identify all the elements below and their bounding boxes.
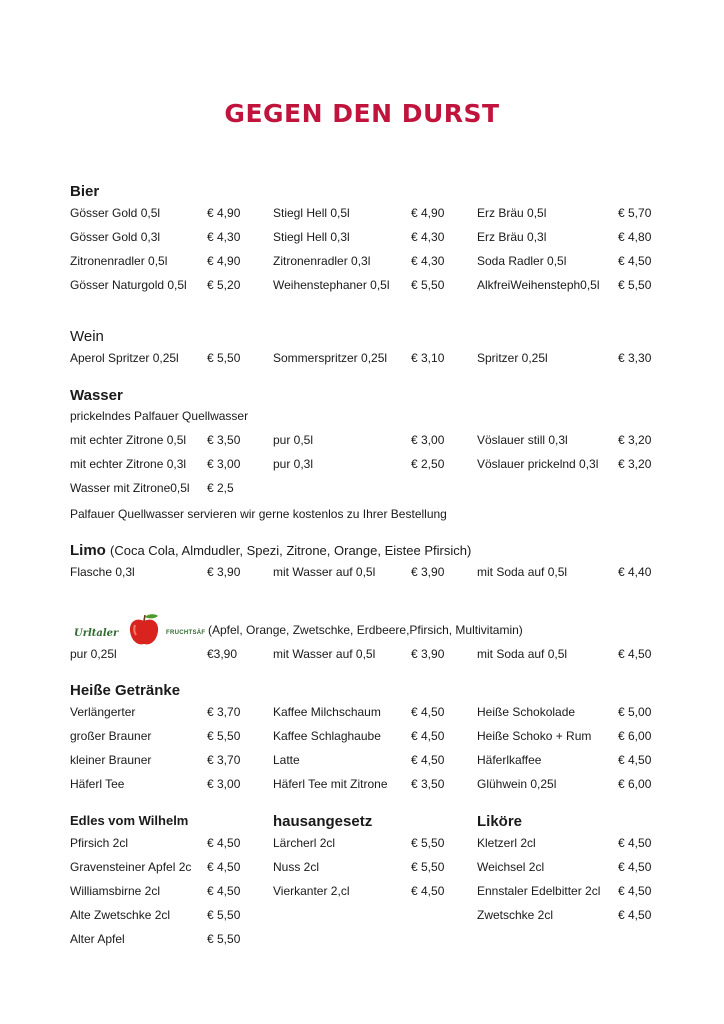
item-price: € 4,50 xyxy=(411,753,445,767)
item-name: Heiße Schokolade xyxy=(477,705,576,719)
page-title: GEGEN DEN DURST xyxy=(224,99,500,128)
item-name: Alter Apfel xyxy=(70,932,125,946)
item-name: Wasser mit Zitrone0,5l xyxy=(70,481,190,495)
menu-row xyxy=(0,351,724,371)
item-name: Glühwein 0,25l xyxy=(477,777,557,791)
item-name: Heiße Schoko + Rum xyxy=(477,729,592,743)
section-heading-hausangesetz: hausangesetz xyxy=(273,813,373,830)
item-name: Gösser Gold 0,5l xyxy=(70,206,161,220)
menu-row xyxy=(0,278,724,298)
item-name: Latte xyxy=(273,753,300,767)
item-price: € 5,20 xyxy=(207,278,241,292)
item-name: Zitronenradler 0,3l xyxy=(273,254,371,268)
menu-row xyxy=(0,705,724,725)
item-name: großer Brauner xyxy=(70,729,152,743)
item-price: € 3,90 xyxy=(207,565,241,579)
item-price: € 3,50 xyxy=(207,433,241,447)
menu-row xyxy=(0,729,724,749)
item-price: € 5,50 xyxy=(207,932,241,946)
item-price: € 5,50 xyxy=(411,860,445,874)
item-price: € 2,5 xyxy=(207,481,234,495)
item-price: € 4,90 xyxy=(207,254,241,268)
item-name: mit Soda auf 0,5l xyxy=(477,647,568,661)
section-heading-wein: Wein xyxy=(70,328,104,345)
item-name: Häferlkaffee xyxy=(477,753,542,767)
item-name: mit echter Zitrone 0,5l xyxy=(70,433,187,447)
item-price: € 4,50 xyxy=(207,860,241,874)
item-price: € 6,00 xyxy=(618,729,652,743)
item-price: € 5,50 xyxy=(207,351,241,365)
section-heading-bier: Bier xyxy=(70,183,100,200)
item-price: € 4,50 xyxy=(411,729,445,743)
menu-row xyxy=(0,908,724,928)
item-name: mit Wasser auf 0,5l xyxy=(273,647,376,661)
item-name: Lärcherl 2cl xyxy=(273,836,336,850)
item-name: kleiner Brauner xyxy=(70,753,152,767)
item-price: € 3,30 xyxy=(618,351,652,365)
item-price: € 3,50 xyxy=(411,777,445,791)
menu-row xyxy=(0,230,724,250)
item-name: Gösser Gold 0,3l xyxy=(70,230,161,244)
item-name: mit Soda auf 0,5l xyxy=(477,565,568,579)
item-name: Kaffee Milchschaum xyxy=(273,705,381,719)
section-heading-limo xyxy=(70,542,471,559)
item-price: € 3,00 xyxy=(207,777,241,791)
menu-row xyxy=(0,254,724,274)
item-price: € 4,30 xyxy=(411,230,445,244)
urltaler-logo xyxy=(74,611,208,647)
item-price: € 4,50 xyxy=(207,836,241,850)
item-price: € 4,50 xyxy=(618,836,652,850)
item-price: € 4,50 xyxy=(618,860,652,874)
item-name: pur 0,5l xyxy=(273,433,314,447)
item-price: € 4,30 xyxy=(207,230,241,244)
item-price: € 3,90 xyxy=(411,647,445,661)
item-name: Zitronenradler 0,5l xyxy=(70,254,168,268)
item-name: mit echter Zitrone 0,3l xyxy=(70,457,187,471)
menu-row xyxy=(0,932,724,952)
item-price: € 3,70 xyxy=(207,705,241,719)
item-name: Vöslauer still 0,3l xyxy=(477,433,568,447)
item-price: € 5,70 xyxy=(618,206,652,220)
item-name: Flasche 0,3l xyxy=(70,565,135,579)
menu-row xyxy=(0,433,724,453)
item-price: € 3,00 xyxy=(411,433,445,447)
item-price: € 3,20 xyxy=(618,433,652,447)
menu-row xyxy=(0,860,724,880)
item-price: € 3,00 xyxy=(207,457,241,471)
item-price: € 4,50 xyxy=(618,753,652,767)
item-name: Vierkanter 2,cl xyxy=(273,884,350,898)
menu-row xyxy=(0,884,724,904)
item-price: € 5,50 xyxy=(618,278,652,292)
item-price: € 5,50 xyxy=(207,729,241,743)
item-name: pur 0,3l xyxy=(273,457,314,471)
item-price: € 6,00 xyxy=(618,777,652,791)
limo-detail: (Coca Cola, Almdudler, Spezi, Zitrone, Orange, Eistee Pfirsich) xyxy=(110,543,472,558)
item-price: € 5,00 xyxy=(618,705,652,719)
logo-subtitle: FRUCHTSÄF xyxy=(166,630,206,636)
item-name: Weihenstephaner 0,5l xyxy=(273,278,390,292)
menu-row xyxy=(0,206,724,226)
item-name: mit Wasser auf 0,5l xyxy=(273,565,376,579)
item-price: € 4,50 xyxy=(618,254,652,268)
item-name: Verlängerter xyxy=(70,705,136,719)
item-price: € 2,50 xyxy=(411,457,445,471)
menu-row xyxy=(0,777,724,797)
apple-icon xyxy=(126,613,162,647)
item-name: Williamsbirne 2cl xyxy=(70,884,161,898)
section-heading-wasser: Wasser xyxy=(70,387,123,404)
section-heading-edles: Edles vom Wilhelm xyxy=(70,813,189,828)
item-name: Gravensteiner Apfel 2c xyxy=(70,860,192,874)
menu-row xyxy=(0,565,724,585)
logo-wordmark: Urltaler xyxy=(74,628,119,639)
item-price: € 3,20 xyxy=(618,457,652,471)
item-price: € 5,50 xyxy=(411,278,445,292)
item-name: Soda Radler 0,5l xyxy=(477,254,567,268)
menu-row xyxy=(0,647,724,667)
item-name: Stiegl Hell 0,3l xyxy=(273,230,350,244)
item-price: € 4,50 xyxy=(411,884,445,898)
item-name: Häferl Tee mit Zitrone xyxy=(273,777,388,791)
item-name: Stiegl Hell 0,5l xyxy=(273,206,350,220)
item-name: Aperol Spritzer 0,25l xyxy=(70,351,179,365)
saft-detail: (Apfel, Orange, Zwetschke, Erdbeere,Pfirsich, Multivitamin) xyxy=(208,623,523,637)
item-price: € 4,50 xyxy=(411,705,445,719)
item-price: € 4,50 xyxy=(618,647,652,661)
item-name: Alte Zwetschke 2cl xyxy=(70,908,171,922)
item-price: € 4,50 xyxy=(207,884,241,898)
item-price: € 3,10 xyxy=(411,351,445,365)
item-name: Sommerspritzer 0,25l xyxy=(273,351,388,365)
section-heading-heiss: Heiße Getränke xyxy=(70,682,181,699)
section-heading-likoere: Liköre xyxy=(477,813,523,830)
item-name: AlkfreiWeihensteph0,5l xyxy=(477,278,600,292)
item-price: € 4,90 xyxy=(411,206,445,220)
item-price: € 4,40 xyxy=(618,565,652,579)
menu-row xyxy=(0,753,724,773)
item-name: Nuss 2cl xyxy=(273,860,320,874)
wasser-subtitle: prickelndes Palfauer Quellwasser xyxy=(70,409,249,423)
item-name: Gösser Naturgold 0,5l xyxy=(70,278,187,292)
wasser-note: Palfauer Quellwasser servieren wir gerne kostenlos zu Ihrer Bestellung xyxy=(70,507,447,521)
item-name: Erz Bräu 0,5l xyxy=(477,206,547,220)
menu-row xyxy=(0,481,724,501)
limo-heading-label: Limo xyxy=(70,542,106,559)
item-price: € 4,50 xyxy=(618,908,652,922)
item-name: Kletzerl 2cl xyxy=(477,836,536,850)
item-name: Häferl Tee xyxy=(70,777,125,791)
item-price: € 3,70 xyxy=(207,753,241,767)
menu-row xyxy=(0,457,724,477)
item-price: € 4,30 xyxy=(411,254,445,268)
item-name: Ennstaler Edelbitter 2cl xyxy=(477,884,601,898)
item-name: Zwetschke 2cl xyxy=(477,908,554,922)
item-price: € 4,80 xyxy=(618,230,652,244)
item-name: Pfirsich 2cl xyxy=(70,836,129,850)
item-price: € 4,90 xyxy=(207,206,241,220)
item-price: € 4,50 xyxy=(618,884,652,898)
item-name: Vöslauer prickelnd 0,3l xyxy=(477,457,599,471)
item-name: pur 0,25l xyxy=(70,647,117,661)
item-price: € 5,50 xyxy=(207,908,241,922)
item-price: € 3,90 xyxy=(411,565,445,579)
menu-row xyxy=(0,836,724,856)
item-price: € 5,50 xyxy=(411,836,445,850)
item-name: Spritzer 0,25l xyxy=(477,351,548,365)
item-price: €3,90 xyxy=(207,647,238,661)
item-name: Kaffee Schlaghaube xyxy=(273,729,381,743)
item-name: Weichsel 2cl xyxy=(477,860,545,874)
item-name: Erz Bräu 0,3l xyxy=(477,230,547,244)
